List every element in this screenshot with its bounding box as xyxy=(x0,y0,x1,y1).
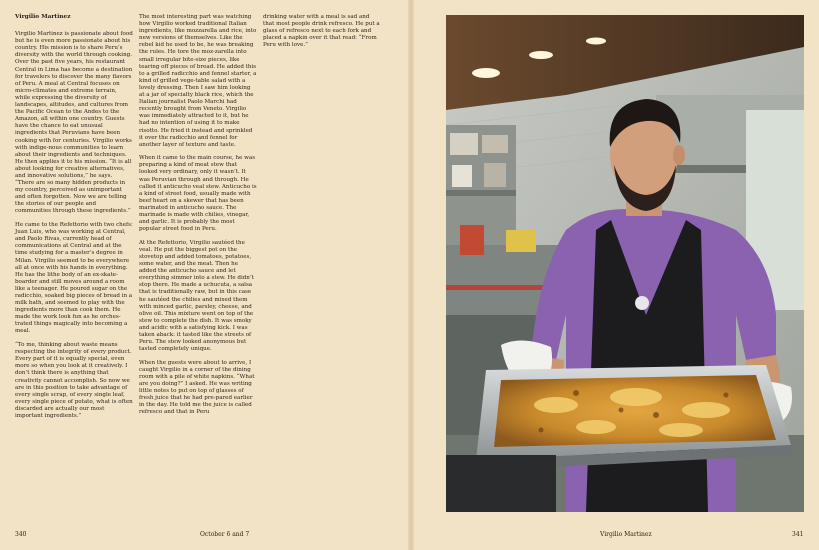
running-title-right: Virgilio Martinez xyxy=(600,531,652,538)
paragraph: drinking water with a meal is sad and that most people drink refresco. He put a glass of refresco next to each fork and placed a napkin over it that read: “From Peru with love.” xyxy=(263,14,380,49)
text-column-3 xyxy=(263,14,381,56)
spine-gutter xyxy=(408,0,414,550)
paragraph: Virgilio Martinez is passionate about food but he is even more passionate about his country. His mission is to share Peru’s diversity with the world through cooking. Over the past five years, his restaurant Central in Lima has become a destination for travelers to discover the many flavors of Peru. A meal at Central focuses on micro-climates and extreme terrain, while expressing the diversity of landscapes, altitudes, and cultures from the Pacific Ocean to the Andes to the Amazon, all within one country. Guests have the chance to eat unusual ingredients that Peruvians have been cooking with for centuries. Virgilio works with indige-nous communities to learn about their ingredients and techniques. He then applies it to his mission. “It is all about looking for creative alternatives, and innovative solutions,” he says. “There are so many hidden products in my country, perceived as unimportant and often forgotten. Now we are telling the stories of our people and communities through these ingredients.” xyxy=(15,31,133,215)
chef-photo xyxy=(446,15,804,512)
paragraph: “To me, thinking about waste means respecting the integrity of every product. Every part of it is equally special, even more so when you look at it creatively. I don’t think there is anything that creativity cannot accomplish. So now we are in this position to take advantage of every single scrap, of every single leaf, every single piece of potato, what is often discarded are actually our most important ingredients.” xyxy=(15,342,133,419)
paragraph: At the Refettorio, Virgilio sautéed the veal. He put the biggest pot on the stovetop and added tomatoes, potatoes, some water, and the meat. Then he added the anticucho sauce and let everything simmer into a stew. He didn’t stop there. He made a uchucuta, a salsa that is traditionally raw, but in this case he sautéed the chilies and mixed them with minced garlic, parsley, cheese, and olive oil. This mixture went on top of the stew to complete the dish. It was smoky and acidic with a satisfying kick. I was taken aback: it tasted like the streets of Peru. The stew looked anonymous but tasted completely unique. xyxy=(139,239,254,353)
running-title: October 6 and 7 xyxy=(200,531,250,538)
section-header: Virgilio Martinez xyxy=(15,14,71,20)
paragraph: When it came to the main course, he was preparing a kind of meat stew that looked very ordinary, only it wasn’t. It was Peruvian through and through. He called it anticucho veal stew. Anticucho is a kind of street food, usually made with beef heart on a skewer that has been marinated in anticucho sauce. The marinade is made with chilies, vinegar, and garlic. It is probably the most popular street food in Peru. xyxy=(139,155,257,233)
text-column-1 xyxy=(15,14,133,427)
page-number-right: 341 xyxy=(792,531,804,538)
chef-photo-illustration xyxy=(446,15,804,512)
paragraph: The most interesting part was watching how Virgilio worked traditional Italian ingredients, like mozzarella and rice, into new versions of themselves. Like the rebel kid he used to be, he was breaking the rules. He tore the moz-zarella into small irregular bite-size pieces, like tearing off pieces of bread. He added this to a grilled radicchio and fennel starter, a kind of grilled vege-table salad with a lovely dressing. Then I saw him looking at a jar of specialty black rice, which the Italian journalist Paolo Marchi had recently brought from Veneto. Virgilio was immediately attracted to it, but he had no intention of using it to make risotto. He fried it instead and sprinkled it over the radicchio and fennel for another layer of texture and taste. xyxy=(139,14,257,148)
page-number-left: 340 xyxy=(15,531,27,538)
paragraph: When the guests were about to arrive, I caught Virgilio in a corner of the dining room with a pile of white napkins. “What are you doing?” I asked. He was writing little notes to put on top of glasses of fresh juice that he had pre-pared earlier in the day. He told me the juice is called refresco and that in Peru xyxy=(139,359,255,416)
paragraph: He came to the Refettorio with two chefs: Juan Luis, who was working at Central, and Paolo Rivas, currently head of communications at Central and at the time studying for a master’s degree in Milan. Virgilio seemed to be everywhere all at once with his hands in everything. He has the lithe body of an ex-skate-boarder and still moves around a room like a teenager. He poured sugar on the radicchio, soaked big pieces of bread in a milk bath, and seemed to play with the ingredients more than cook them. He made the work look fun as he orches-trated things magically into becoming a meal. xyxy=(15,222,133,335)
text-column-2 xyxy=(139,14,257,423)
